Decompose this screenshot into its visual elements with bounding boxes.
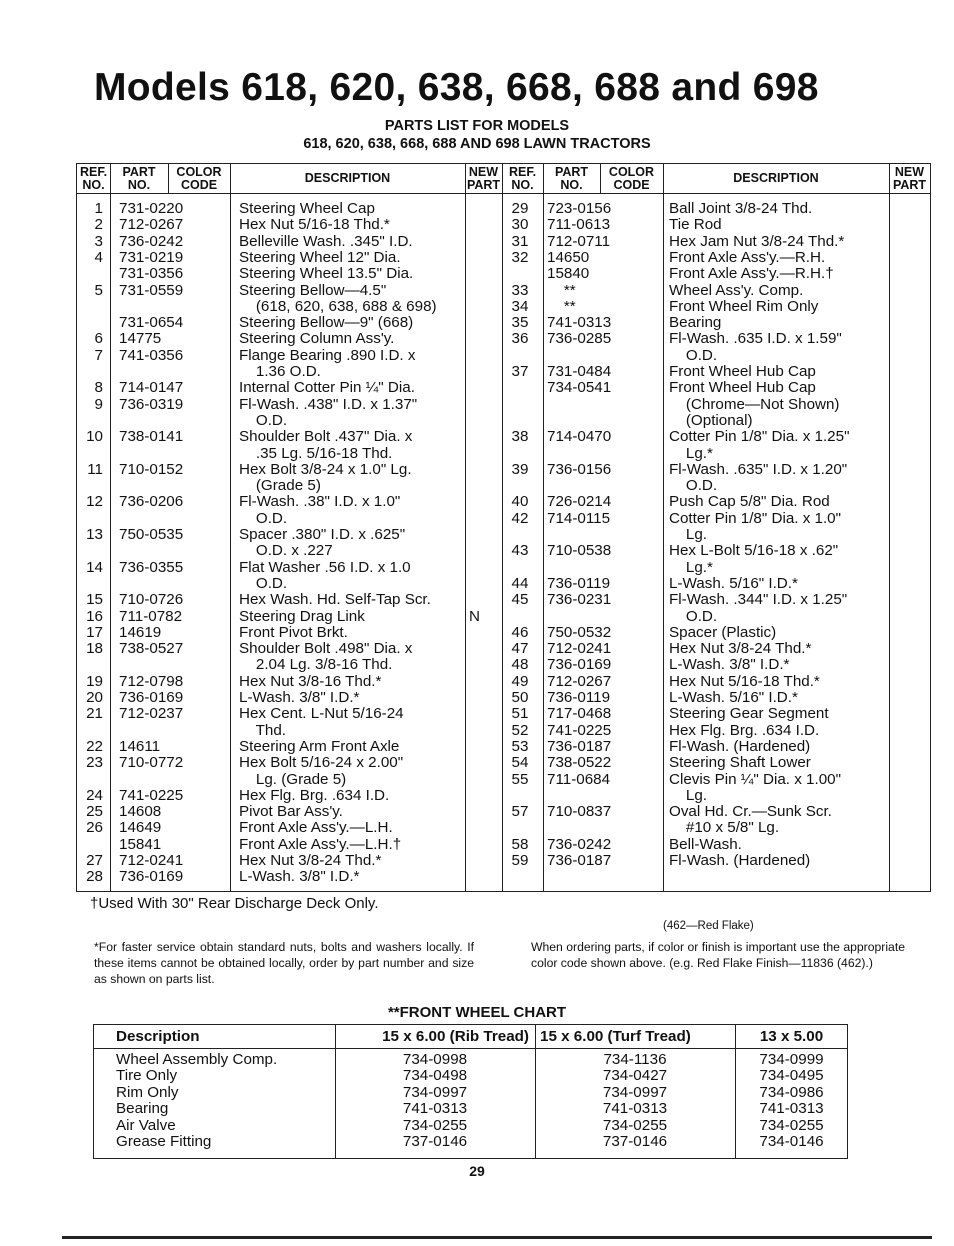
part-number: 736-0319 bbox=[119, 395, 184, 413]
part-number: 15841 bbox=[119, 835, 162, 853]
part-description: Front Axle Ass'y.—L.H. bbox=[239, 819, 393, 837]
part-number: 731-0559 bbox=[119, 281, 184, 299]
hardware-note: *For faster service obtain standard nuts, bolts and washers locally. If these items cannot be obtained locally, order by part number and size as shown on parts list. bbox=[94, 940, 474, 986]
ref-number: 37 bbox=[511, 363, 529, 380]
table-row bbox=[77, 249, 932, 266]
table-row bbox=[77, 526, 932, 543]
table-row bbox=[77, 282, 932, 299]
table-row bbox=[77, 314, 932, 331]
part-number: 736-0119 bbox=[547, 689, 611, 706]
part-description: Fl-Wash. .635" I.D. x 1.20" bbox=[669, 460, 848, 478]
part-description: (Grade 5) bbox=[239, 477, 321, 495]
ref-number: 15 bbox=[86, 591, 103, 609]
ref-number: 39 bbox=[511, 460, 529, 478]
part-number: 738-0527 bbox=[119, 640, 184, 658]
ref-number: 26 bbox=[86, 819, 103, 837]
part-description: .35 Lg. 5/16-18 Thd. bbox=[239, 444, 393, 462]
part-number: 736-0169 bbox=[119, 689, 184, 706]
part-description: Fl-Wash. (Hardened) bbox=[669, 737, 811, 755]
ref-number: 52 bbox=[511, 721, 529, 739]
part-number: 710-0772 bbox=[119, 754, 184, 772]
part-description: Lg.* bbox=[669, 444, 713, 462]
part-description: Hex Flg. Brg. .634 I.D. bbox=[669, 721, 820, 739]
part-description: Push Cap 5/8" Dia. Rod bbox=[669, 493, 830, 511]
ref-number: 28 bbox=[86, 868, 103, 886]
ref-number: 2 bbox=[94, 216, 103, 234]
part-description: Bearing bbox=[669, 314, 722, 332]
header-divider bbox=[94, 1048, 847, 1049]
bottom-rule bbox=[62, 1236, 932, 1239]
parts-list-subheading: 618, 620, 638, 668, 688 AND 698 LAWN TRACTORS bbox=[303, 136, 651, 152]
ref-number: 58 bbox=[511, 835, 529, 853]
part-description: L-Wash. 3/8" I.D.* bbox=[669, 656, 790, 674]
ref-number: 18 bbox=[86, 640, 103, 658]
ref-number: 13 bbox=[86, 526, 103, 543]
ref-number: 50 bbox=[511, 689, 529, 706]
wheel-chart-table bbox=[93, 1024, 848, 1159]
wheel-part-number: 734-0255 bbox=[759, 1116, 824, 1134]
ref-number: 1 bbox=[94, 200, 103, 217]
part-number: 14650 bbox=[547, 248, 590, 266]
part-description: Hex Bolt 3/8-24 x 1.0" Lg. bbox=[239, 460, 412, 478]
part-number: 731-0219 bbox=[119, 248, 184, 266]
ref-number: 35 bbox=[511, 314, 529, 332]
part-description: 2.04 Lg. 3/8-16 Thd. bbox=[239, 656, 393, 674]
part-description: Steering Bellow—4.5" bbox=[239, 281, 387, 299]
ref-number: 3 bbox=[94, 232, 103, 250]
part-number: 710-0152 bbox=[119, 460, 184, 478]
part-number: 712-0241 bbox=[119, 852, 184, 869]
part-number: 14649 bbox=[119, 819, 162, 837]
table-row bbox=[77, 477, 932, 494]
wheel-part-number: 741-0313 bbox=[402, 1100, 468, 1118]
table-row bbox=[77, 673, 932, 690]
table-row bbox=[77, 461, 932, 478]
ref-number: 6 bbox=[94, 330, 103, 348]
wheel-part-number: 734-0999 bbox=[759, 1051, 824, 1068]
wheel-part-number: 734-0146 bbox=[759, 1133, 824, 1150]
ref-number: 19 bbox=[86, 672, 103, 690]
part-description: Front Pivot Brkt. bbox=[239, 623, 348, 641]
part-description: O.D. bbox=[669, 607, 718, 625]
wheel-part-number: 734-0997 bbox=[602, 1083, 668, 1101]
part-description: Hex Bolt 5/16-24 x 2.00" bbox=[239, 754, 404, 772]
part-description: Steering Gear Segment bbox=[669, 705, 829, 723]
part-description: L-Wash. 5/16" I.D.* bbox=[669, 689, 798, 706]
wheel-part-number: 734-0998 bbox=[402, 1051, 468, 1068]
page-number: 29 bbox=[469, 1163, 485, 1179]
ref-number: 53 bbox=[511, 737, 529, 755]
part-number: 717-0468 bbox=[547, 705, 612, 723]
part-number: 738-0141 bbox=[119, 428, 184, 446]
part-description: Hex L-Bolt 5/16-18 x .62" bbox=[669, 542, 839, 560]
ref-number: 59 bbox=[511, 852, 529, 869]
wheel-part-number: 734-0986 bbox=[759, 1083, 824, 1101]
part-description: O.D. x .227 bbox=[239, 542, 333, 560]
part-number: 734-0541 bbox=[547, 379, 612, 397]
part-number: 711-0782 bbox=[119, 607, 183, 625]
part-description: Steering Bellow—9" (668) bbox=[239, 314, 414, 332]
ref-number: 47 bbox=[511, 640, 529, 658]
header-new: NEW PART bbox=[466, 165, 501, 192]
table-row bbox=[77, 379, 932, 396]
part-number: 710-0538 bbox=[547, 542, 612, 560]
ref-number: 9 bbox=[94, 395, 103, 413]
table-row bbox=[77, 803, 932, 820]
ref-number: 10 bbox=[86, 428, 103, 446]
table-row bbox=[77, 298, 932, 315]
part-description: Hex Wash. Hd. Self-Tap Scr. bbox=[239, 591, 431, 609]
part-description: Fl-Wash. .344" I.D. x 1.25" bbox=[669, 591, 848, 609]
wheel-row-label: Tire Only bbox=[116, 1067, 178, 1085]
part-description: Front Wheel Hub Cap bbox=[669, 379, 816, 397]
ref-number: 54 bbox=[511, 754, 529, 772]
part-description: O.D. bbox=[669, 477, 718, 495]
part-number: 731-0356 bbox=[119, 265, 184, 283]
header-ref-right: REF. NO. bbox=[508, 165, 537, 192]
ref-number: 30 bbox=[511, 216, 529, 234]
part-number: 736-0187 bbox=[547, 852, 612, 869]
table-row bbox=[77, 200, 932, 217]
table-row bbox=[77, 347, 932, 364]
ref-number: 45 bbox=[511, 591, 529, 609]
ordering-note: When ordering parts, if color or finish is important use the appropriate color code shown above. (e.g. Red Flake Finish—11836 (462).) bbox=[531, 940, 905, 970]
table-row bbox=[77, 640, 932, 657]
part-description: (Optional) bbox=[669, 411, 753, 429]
table-row bbox=[77, 559, 932, 576]
part-number: 710-0837 bbox=[547, 803, 612, 821]
part-description: Front Axle Ass'y.—L.H.† bbox=[239, 835, 402, 853]
part-description: Cotter Pin 1/8" Dia. x 1.0" bbox=[669, 509, 842, 527]
part-number: 15840 bbox=[547, 265, 590, 283]
part-number: 736-0285 bbox=[547, 330, 612, 348]
table-row bbox=[77, 428, 932, 445]
ref-number: 48 bbox=[511, 656, 529, 674]
part-number: 736-0242 bbox=[119, 232, 184, 250]
part-number: 736-0169 bbox=[547, 656, 612, 674]
header-description-right: DESCRIPTION bbox=[733, 171, 819, 185]
table-row bbox=[77, 754, 932, 771]
part-number: 741-0313 bbox=[547, 314, 612, 332]
part-number: 736-0355 bbox=[119, 558, 184, 576]
table-row bbox=[77, 868, 932, 885]
part-number: ** bbox=[547, 297, 576, 315]
part-description: Steering Drag Link bbox=[239, 607, 365, 625]
table-row bbox=[77, 608, 932, 625]
ref-number: 7 bbox=[94, 346, 103, 364]
ref-number: 25 bbox=[86, 803, 103, 821]
part-description: Hex Nut 3/8-24 Thd.* bbox=[239, 852, 382, 869]
part-number: 731-0220 bbox=[119, 200, 184, 217]
wheel-part-number: 737-0146 bbox=[402, 1133, 468, 1150]
table-row bbox=[77, 852, 932, 869]
wheel-row-label: Grease Fitting bbox=[116, 1133, 212, 1150]
part-description: Thd. bbox=[239, 721, 286, 739]
part-number: 712-0711 bbox=[547, 232, 611, 250]
wheel-part-number: 734-0997 bbox=[402, 1083, 468, 1101]
ref-number: 4 bbox=[94, 248, 103, 266]
part-description: O.D. bbox=[239, 509, 288, 527]
part-description: Pivot Bar Ass'y. bbox=[239, 803, 343, 821]
ref-number: 38 bbox=[511, 428, 529, 446]
part-description: Flange Bearing .890 I.D. x bbox=[239, 346, 416, 364]
part-number: 736-0242 bbox=[547, 835, 612, 853]
table-row bbox=[77, 836, 932, 853]
part-description: (Chrome—Not Shown) bbox=[669, 395, 840, 413]
ref-number: 44 bbox=[511, 574, 529, 592]
wheel-part-number: 734-0498 bbox=[402, 1067, 468, 1085]
part-description: Front Axle Ass'y.—R.H.† bbox=[669, 265, 834, 283]
part-description: Fl-Wash. (Hardened) bbox=[669, 852, 811, 869]
table-row bbox=[77, 705, 932, 722]
part-number: 712-0267 bbox=[547, 672, 612, 690]
table-row bbox=[77, 412, 932, 429]
part-number: 731-0654 bbox=[119, 314, 184, 332]
part-description: Tie Rod bbox=[669, 216, 722, 234]
header-part-right: PART NO. bbox=[554, 165, 589, 192]
header-ref: REF. NO. bbox=[79, 165, 108, 192]
table-row bbox=[77, 656, 932, 673]
ref-number: 43 bbox=[511, 542, 529, 560]
wheel-row-label: Rim Only bbox=[116, 1083, 179, 1101]
part-number: 726-0214 bbox=[547, 493, 612, 511]
table-row bbox=[77, 542, 932, 559]
table-row bbox=[77, 787, 932, 804]
ref-number: 36 bbox=[511, 330, 529, 348]
part-description: Steering Wheel Cap bbox=[239, 200, 375, 217]
ref-number: 29 bbox=[511, 200, 529, 217]
part-number: ** bbox=[547, 281, 576, 299]
part-description: L-Wash. 3/8" I.D.* bbox=[239, 868, 360, 886]
part-description: O.D. bbox=[669, 346, 718, 364]
ref-number: 22 bbox=[86, 737, 103, 755]
ref-number: 11 bbox=[87, 460, 103, 478]
part-number: 711-0613 bbox=[547, 216, 611, 234]
ref-number: 49 bbox=[511, 672, 529, 690]
part-number: 736-0156 bbox=[547, 460, 612, 478]
ref-number: 33 bbox=[511, 281, 529, 299]
part-description: Spacer (Plastic) bbox=[669, 623, 777, 641]
wheel-chart-title: **FRONT WHEEL CHART bbox=[387, 1004, 567, 1021]
part-number: 738-0522 bbox=[547, 754, 612, 772]
ref-number: 14 bbox=[86, 558, 103, 576]
color-code-note: (462—Red Flake) bbox=[663, 920, 754, 932]
part-description: Hex Nut 5/16-18 Thd.* bbox=[669, 672, 820, 690]
part-description: Hex Cent. L-Nut 5/16-24 bbox=[239, 705, 404, 723]
wheel-part-number: 734-0495 bbox=[759, 1067, 824, 1085]
wheel-header-description: Description bbox=[116, 1028, 200, 1045]
table-row bbox=[77, 216, 932, 233]
ref-number: 42 bbox=[511, 509, 529, 527]
ref-number: 57 bbox=[511, 803, 529, 821]
part-description: Steering Wheel 12" Dia. bbox=[239, 248, 401, 266]
part-description: Lg.* bbox=[669, 558, 713, 576]
part-description: Steering Column Ass'y. bbox=[239, 330, 395, 348]
part-number: 712-0237 bbox=[119, 705, 184, 723]
wheel-header-13x5: 13 x 5.00 bbox=[759, 1028, 824, 1045]
header-color: COLOR CODE bbox=[176, 165, 222, 192]
table-row bbox=[77, 591, 932, 608]
part-number: 741-0225 bbox=[547, 721, 612, 739]
part-description: Belleville Wash. .345" I.D. bbox=[239, 232, 413, 250]
table-row bbox=[77, 624, 932, 641]
wheel-header-turf: 15 x 6.00 (Turf Tread) bbox=[540, 1028, 691, 1045]
table-row bbox=[77, 819, 932, 836]
part-number: 750-0535 bbox=[119, 526, 184, 543]
part-description: Wheel Ass'y. Comp. bbox=[669, 281, 804, 299]
part-number: 711-0684 bbox=[547, 770, 611, 788]
ref-number: 23 bbox=[86, 754, 103, 772]
ref-number: 21 bbox=[86, 705, 103, 723]
wheel-header-rib: 15 x 6.00 (Rib Tread) bbox=[382, 1028, 529, 1045]
parts-list-heading: PARTS LIST FOR MODELS bbox=[384, 118, 570, 134]
wheel-part-number: 734-0427 bbox=[602, 1067, 668, 1085]
part-number: 14775 bbox=[119, 330, 162, 348]
part-number: 712-0267 bbox=[119, 216, 184, 234]
part-description: Oval Hd. Cr.—Sunk Scr. bbox=[669, 803, 832, 821]
part-description: L-Wash. 3/8" I.D.* bbox=[239, 689, 360, 706]
part-description: Cotter Pin 1/8" Dia. x 1.25" bbox=[669, 428, 850, 446]
wheel-part-number: 737-0146 bbox=[602, 1133, 668, 1150]
part-description: 1.36 O.D. bbox=[239, 363, 321, 380]
part-description: Fl-Wash. .38" I.D. x 1.0" bbox=[239, 493, 401, 511]
table-row bbox=[77, 233, 932, 250]
page-title: Models 618, 620, 638, 668, 688 and 698 bbox=[94, 66, 819, 109]
part-description: Hex Nut 3/8-16 Thd.* bbox=[239, 672, 382, 690]
table-row bbox=[77, 493, 932, 510]
part-number: 750-0532 bbox=[547, 623, 612, 641]
part-description: Front Wheel Hub Cap bbox=[669, 363, 816, 380]
header-color-right: COLOR CODE bbox=[608, 165, 655, 192]
wheel-part-number: 734-1136 bbox=[603, 1051, 667, 1068]
table-row bbox=[77, 396, 932, 413]
header-divider bbox=[77, 193, 930, 194]
part-number: 731-0484 bbox=[547, 363, 612, 380]
header-description: DESCRIPTION bbox=[304, 171, 391, 185]
part-description: Hex Jam Nut 3/8-24 Thd.* bbox=[669, 232, 845, 250]
wheel-part-number: 741-0313 bbox=[602, 1100, 668, 1118]
new-part-flag: N bbox=[469, 607, 480, 625]
part-number: 736-0231 bbox=[547, 591, 612, 609]
part-number: 723-0156 bbox=[547, 200, 612, 217]
ref-number: 12 bbox=[86, 493, 103, 511]
part-description: (618, 620, 638, 688 & 698) bbox=[239, 297, 437, 315]
table-row bbox=[77, 738, 932, 755]
table-row bbox=[77, 510, 932, 527]
ref-number: 20 bbox=[86, 689, 103, 706]
part-description: Fl-Wash. .438" I.D. x 1.37" bbox=[239, 395, 418, 413]
part-description: Lg. (Grade 5) bbox=[239, 770, 347, 788]
part-number: 736-0187 bbox=[547, 737, 612, 755]
part-description: Lg. bbox=[669, 786, 707, 804]
part-description: Shoulder Bolt .498" Dia. x bbox=[239, 640, 413, 658]
part-description: Internal Cotter Pin ¼" Dia. bbox=[239, 379, 415, 397]
part-description: Fl-Wash. .635 I.D. x 1.59" bbox=[669, 330, 842, 348]
table-row bbox=[77, 445, 932, 462]
wheel-part-number: 734-0255 bbox=[402, 1116, 468, 1134]
part-number: 712-0798 bbox=[119, 672, 184, 690]
ref-number: 5 bbox=[94, 281, 103, 299]
part-description: Flat Washer .56 I.D. x 1.0 bbox=[239, 558, 411, 576]
ref-number: 51 bbox=[511, 705, 529, 723]
ref-number: 55 bbox=[511, 770, 529, 788]
part-description: Steering Wheel 13.5" Dia. bbox=[239, 265, 414, 283]
part-number: 714-0470 bbox=[547, 428, 612, 446]
part-description: O.D. bbox=[239, 574, 288, 592]
ref-number: 24 bbox=[86, 786, 103, 804]
parts-table bbox=[76, 163, 931, 892]
ref-number: 27 bbox=[86, 852, 103, 869]
part-number: 710-0726 bbox=[119, 591, 184, 609]
ref-number: 16 bbox=[86, 607, 103, 625]
table-row bbox=[77, 575, 932, 592]
table-row bbox=[77, 722, 932, 739]
part-description: Clevis Pin ¼" Dia. x 1.00" bbox=[669, 770, 842, 788]
part-number: 14611 bbox=[119, 737, 161, 755]
wheel-row-label: Bearing bbox=[116, 1100, 169, 1118]
table-row bbox=[77, 771, 932, 788]
part-description: L-Wash. 5/16" I.D.* bbox=[669, 574, 798, 592]
part-number: 712-0241 bbox=[547, 640, 612, 658]
part-description: Front Wheel Rim Only bbox=[669, 297, 819, 315]
wheel-row-label: Air Valve bbox=[116, 1116, 176, 1134]
part-description: Hex Nut 5/16-18 Thd.* bbox=[239, 216, 390, 234]
ref-number: 34 bbox=[511, 297, 529, 315]
part-description: #10 x 5/8" Lg. bbox=[669, 819, 780, 837]
part-number: 14608 bbox=[119, 803, 162, 821]
ref-number: 40 bbox=[511, 493, 529, 511]
table-row bbox=[77, 689, 932, 706]
ref-number: 31 bbox=[511, 232, 529, 250]
wheel-part-number: 734-0255 bbox=[602, 1116, 668, 1134]
part-description: Ball Joint 3/8-24 Thd. bbox=[669, 200, 813, 217]
part-number: 736-0169 bbox=[119, 868, 184, 886]
ref-number: 46 bbox=[511, 623, 529, 641]
part-number: 736-0119 bbox=[547, 574, 611, 592]
ref-number: 32 bbox=[511, 248, 529, 266]
part-number: 14619 bbox=[119, 623, 162, 641]
part-number: 741-0225 bbox=[119, 786, 184, 804]
part-description: Lg. bbox=[669, 526, 707, 543]
dagger-footnote: †Used With 30" Rear Discharge Deck Only. bbox=[90, 895, 379, 912]
part-description: Steering Shaft Lower bbox=[669, 754, 811, 772]
part-description: O.D. bbox=[239, 411, 288, 429]
ref-number: 17 bbox=[86, 623, 103, 641]
wheel-part-number: 741-0313 bbox=[759, 1100, 824, 1118]
wheel-row-label: Wheel Assembly Comp. bbox=[116, 1051, 278, 1068]
part-number: 714-0147 bbox=[119, 379, 184, 397]
table-row bbox=[77, 363, 932, 380]
part-description: Spacer .380" I.D. x .625" bbox=[239, 526, 406, 543]
part-description: Shoulder Bolt .437" Dia. x bbox=[239, 428, 413, 446]
part-number: 741-0356 bbox=[119, 346, 184, 364]
part-description: Hex Flg. Brg. .634 I.D. bbox=[239, 786, 390, 804]
table-row bbox=[77, 330, 932, 347]
part-description: Front Axle Ass'y.—R.H. bbox=[669, 248, 826, 266]
ref-number: 8 bbox=[94, 379, 103, 397]
part-number: 736-0206 bbox=[119, 493, 184, 511]
part-description: Steering Arm Front Axle bbox=[239, 737, 400, 755]
header-new-right: NEW PART bbox=[892, 165, 927, 192]
table-row bbox=[77, 265, 932, 282]
header-part: PART NO. bbox=[122, 165, 156, 192]
part-number: 714-0115 bbox=[547, 509, 611, 527]
part-description: Hex Nut 3/8-24 Thd.* bbox=[669, 640, 812, 658]
part-description: Bell-Wash. bbox=[669, 835, 742, 853]
